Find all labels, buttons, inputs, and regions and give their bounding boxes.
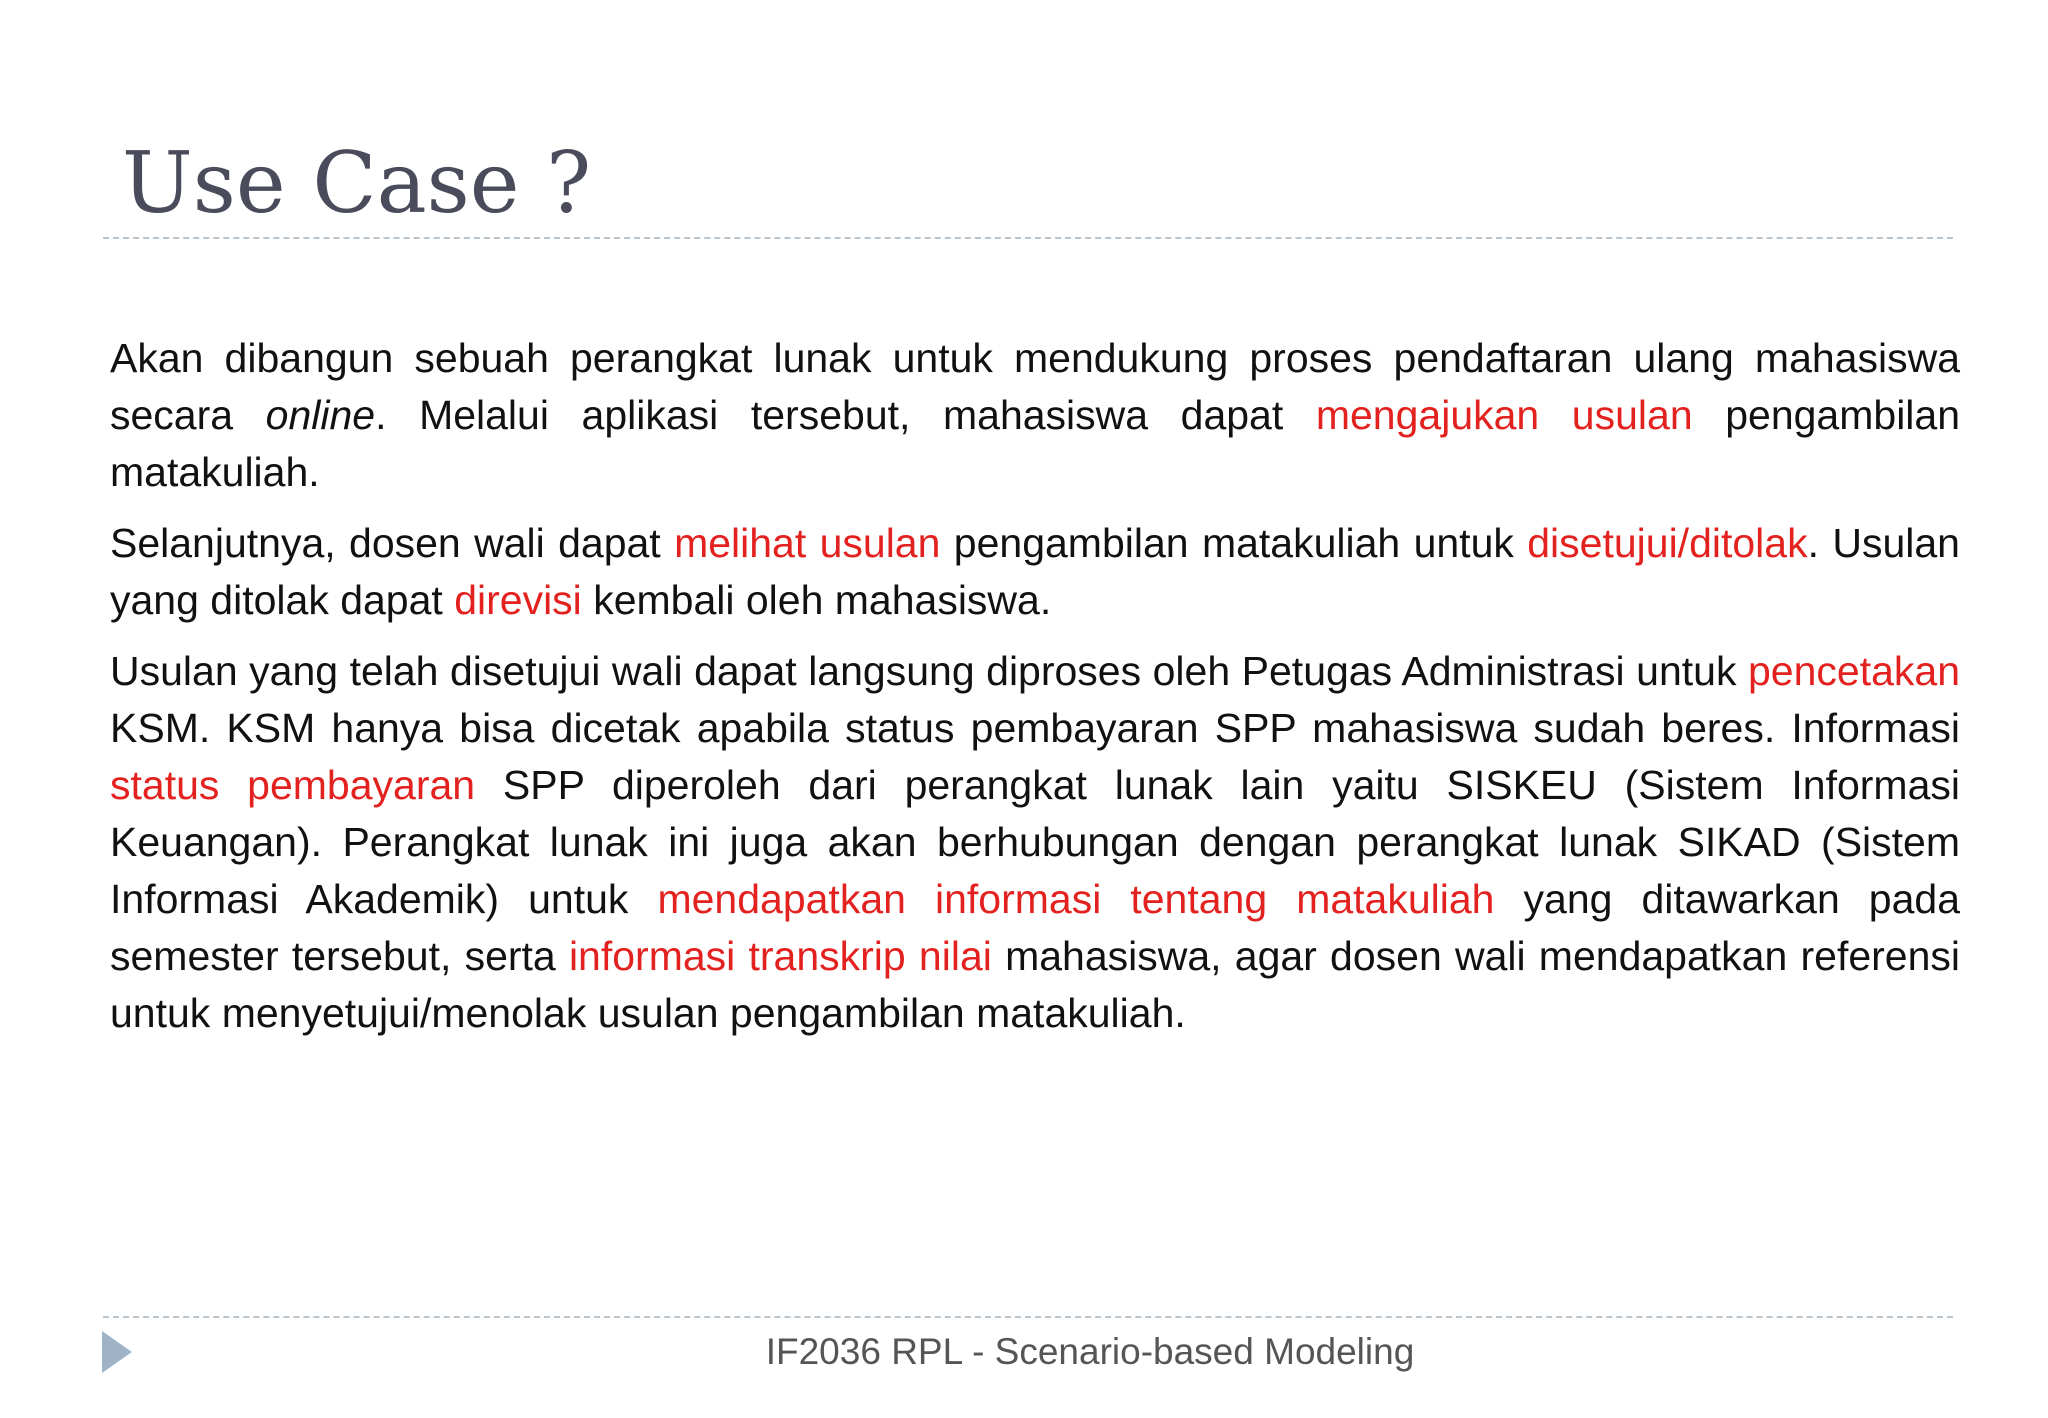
text-run: mahasiswa, agar dosen wali mendapatkan referensi untuk menyetujui/menolak usulan pengambilan matakuliah. bbox=[110, 933, 1961, 1036]
highlight-term: direvisi bbox=[454, 577, 582, 623]
text-run: pengambilan matakuliah untuk bbox=[940, 520, 1528, 566]
highlight-term: mendapatkan informasi tentang matakuliah bbox=[657, 876, 1495, 922]
text-run: yang ditawarkan pada semester tersebut, serta bbox=[110, 876, 1961, 979]
text-run: SPP diperoleh dari perangkat lunak lain yaitu SISKEU (Sistem Informasi Keuangan). Perangkat lunak ini juga akan berhubungan dengan perangkat lunak SIKAD (Sistem Informasi Akademik) untuk bbox=[110, 762, 1960, 922]
highlight-term: melihat usulan bbox=[674, 520, 941, 566]
text-run: Selanjutnya, dosen wali dapat bbox=[110, 520, 675, 566]
slide-body bbox=[110, 330, 1960, 1056]
highlight-term: status pembayaran bbox=[110, 762, 476, 808]
footer-divider bbox=[103, 1316, 1953, 1318]
slide-footer: IF2036 RPL - Scenario-based Modeling bbox=[765, 1331, 1415, 1372]
paragraph-1 bbox=[110, 330, 1960, 501]
italic-term-online: online bbox=[265, 392, 376, 438]
highlight-term: informasi transkrip nilai bbox=[568, 933, 992, 979]
text-run: kembali oleh mahasiswa. bbox=[581, 577, 1052, 623]
highlight-term: mengajukan usulan bbox=[1315, 392, 1693, 438]
slide-title: Use Case ? bbox=[122, 134, 592, 232]
text-run: . Usulan yang ditolak dapat bbox=[110, 520, 1960, 623]
text-run: Akan dibangun sebuah perangkat lunak untuk mendukung proses pendaftaran ulang mahasiswa secara bbox=[110, 335, 1960, 438]
paragraph-2 bbox=[110, 515, 1960, 629]
text-run: pengambilan matakuliah. bbox=[110, 392, 1961, 495]
text-run: Usulan yang telah disetujui wali dapat langsung diproses oleh Petugas Administrasi untuk bbox=[110, 648, 1748, 694]
paragraph-3 bbox=[110, 643, 1960, 1042]
highlight-term: pencetakan bbox=[1747, 648, 1960, 694]
text-run: . Melalui aplikasi tersebut, mahasiswa dapat bbox=[375, 392, 1316, 438]
highlight-term: disetujui/ditolak bbox=[1527, 520, 1808, 566]
text-run: KSM. KSM hanya bisa dicetak apabila status pembayaran SPP mahasiswa sudah beres. Informasi bbox=[110, 705, 1960, 751]
title-divider bbox=[103, 237, 1953, 239]
